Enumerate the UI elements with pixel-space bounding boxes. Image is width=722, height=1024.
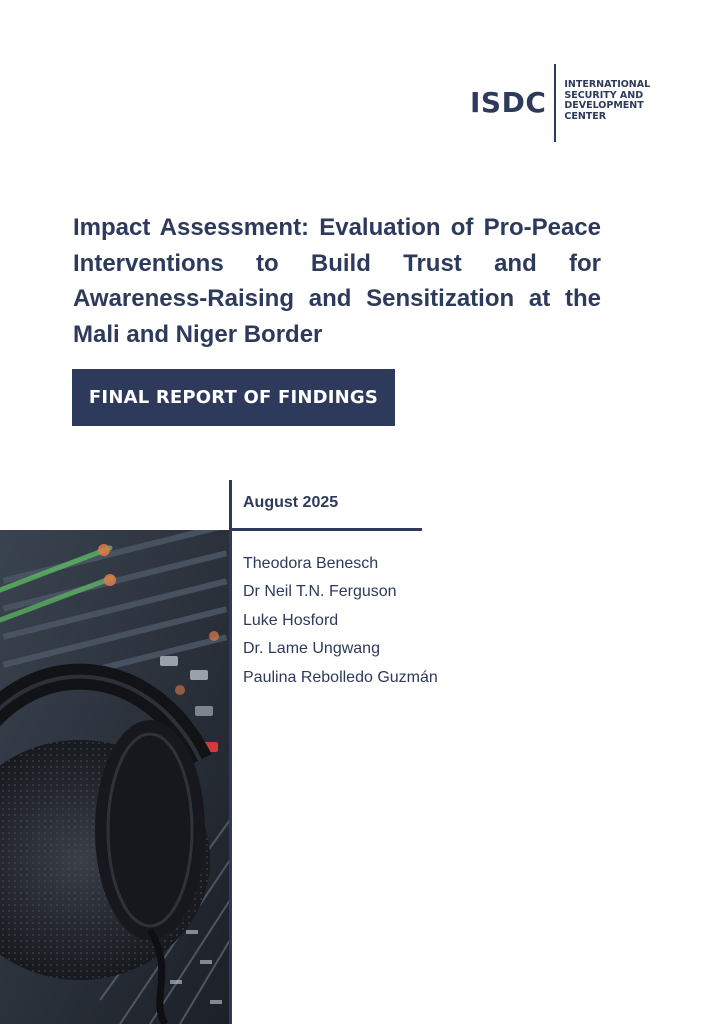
- headphones-photo: [0, 530, 230, 1024]
- isdc-logo: [470, 64, 660, 142]
- author-name: Theodora Benesch: [243, 555, 379, 572]
- report-type-banner: FINAL REPORT OF FINDINGS: [72, 369, 395, 426]
- date-underline: [229, 528, 422, 531]
- logo-organization-name: INTERNATIONAL SECURITY AND DEVELOPMENT CENTER: [564, 79, 651, 122]
- logo-mark: ISDC: [470, 86, 547, 119]
- vertical-divider: [229, 480, 232, 1024]
- author-name: Luke Hosford: [243, 611, 339, 629]
- author-name: Dr Neil T.N. Ferguson: [243, 583, 397, 601]
- report-date: August 2025: [243, 494, 339, 511]
- report-title: Impact Assessment: Evaluation of Pro-Peace Interventions to Build Trust and for Awareness-Raising and Sensitization at the Mali and Niger Border: [73, 214, 601, 348]
- author-name: Dr. Lame Ungwang: [243, 640, 380, 658]
- logo-divider: [554, 64, 556, 142]
- author-name: Paulina Rebolledo Guzmán: [243, 668, 438, 686]
- author-list: [243, 554, 438, 696]
